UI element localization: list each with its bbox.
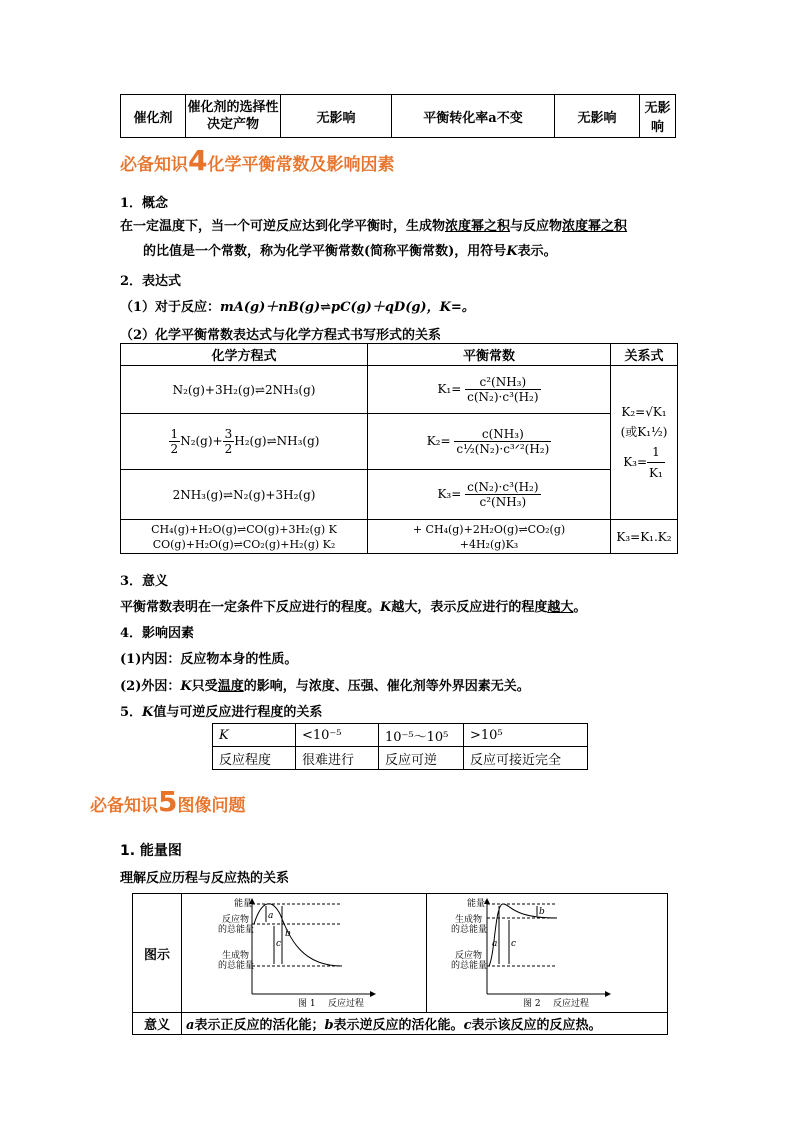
fraction-numerator: 3: [224, 427, 233, 441]
symbol: c: [463, 1018, 472, 1033]
catalyst-table: [120, 94, 676, 138]
underlined-text: 温度: [217, 679, 244, 694]
symbol: a: [186, 1018, 195, 1033]
expr-line-1: [120, 296, 475, 315]
section-prefix: 必备知识: [120, 155, 188, 175]
row-label: 图示: [143, 947, 170, 963]
constant-cell: [368, 520, 611, 554]
k-label: K₃=: [623, 455, 648, 469]
y-axis-label: 能量: [467, 899, 486, 909]
table-cell: 无影响: [640, 95, 676, 138]
section-title: 图像问题: [177, 796, 246, 816]
text: 值与可逆反应进行程度的关系: [153, 705, 323, 720]
underlined-text: 浓度幂之积: [445, 219, 511, 234]
kvalue-heading: [120, 701, 322, 720]
text: 表示逆反应的活化能。: [333, 1018, 464, 1033]
table-cell: 反应可逆: [379, 747, 464, 770]
concept-line-2: [143, 240, 557, 259]
table-cell: >10⁵: [464, 724, 588, 747]
label-line: 的总能量: [451, 925, 488, 935]
section-4-heading: [120, 144, 394, 177]
fraction-numerator: 1: [170, 427, 179, 441]
label-b: b: [285, 929, 291, 939]
section-number: 4: [188, 144, 208, 177]
table-cell: [182, 1013, 668, 1035]
text: 的影响，与浓度、压强、催化剂等外界因素无关。: [243, 679, 530, 694]
fraction-numerator: 1: [647, 442, 665, 463]
symbol: b: [324, 1018, 334, 1033]
label-a: a: [492, 939, 498, 949]
underlined-text: 浓度幂之积: [562, 219, 628, 234]
energy-diagram-1: [182, 894, 426, 1012]
y-axis-label: 能量: [234, 899, 253, 909]
label-c: c: [276, 939, 282, 949]
text: N₂(g)+: [180, 434, 223, 448]
fraction-numerator: c²(NH₃): [465, 375, 540, 390]
constant-cell: [368, 414, 611, 470]
text: 的比值是一个常数，称为化学平衡常数(简称平衡常数)，用符号: [143, 244, 507, 259]
section-title: 化学平衡常数及影响因素: [207, 155, 395, 175]
figure-caption: 图 1: [298, 999, 316, 1009]
text: 表示该反应的反应热。: [471, 1018, 602, 1033]
table-cell: 反应可接近完全: [464, 747, 588, 770]
text: 表示正反应的活化能；: [194, 1018, 325, 1033]
table-row: [213, 724, 588, 747]
label-line: 生成物: [455, 915, 483, 925]
text: + CH₄(g)+2H₂O(g)⇌CO₂(g): [412, 522, 566, 536]
table-cell: 10⁻⁵～10⁵: [379, 724, 464, 747]
relation-cell: K₃=K₁.K₂: [611, 520, 678, 554]
table-row: [213, 747, 588, 770]
table-row: [133, 1013, 668, 1035]
row-label: 意义: [143, 1018, 170, 1033]
table-cell: 无影响: [555, 95, 640, 138]
top-level-label: [451, 913, 487, 935]
k-label: K₁=: [437, 382, 462, 396]
energy-table: [132, 893, 668, 1035]
section-5-heading: [90, 785, 245, 818]
header-cell: 关系式: [611, 344, 678, 366]
label-c: c: [511, 939, 517, 949]
fraction-denominator: 2: [170, 442, 179, 456]
label-line: 反应物: [222, 915, 250, 925]
meaning-heading: 3．意义: [120, 574, 169, 589]
symbol-k: K: [380, 600, 392, 615]
table-row: [121, 366, 678, 414]
fraction-denominator: c½(N₂)·c³ᐟ²(H₂): [456, 442, 550, 456]
text: 越大，表示反应进行的程度: [391, 600, 548, 615]
energy-diagram-2: [427, 894, 667, 1012]
table-row: [121, 414, 678, 470]
text: CH₄(g)+H₂O(g)⇌CO(g)+3H₂(g) K: [151, 522, 337, 536]
table-cell: [133, 894, 182, 1013]
fraction-denominator: c²(NH₃): [479, 495, 527, 509]
text: (2)外因：: [120, 679, 181, 694]
text: 与反应物: [510, 219, 563, 234]
label-b: b: [539, 907, 545, 917]
text: 只受: [191, 679, 218, 694]
table-cell: 催化剂: [121, 95, 186, 138]
text: 平衡常数表明在一定条件下反应进行的程度。: [120, 600, 381, 615]
x-axis-label: 反应过程: [328, 999, 365, 1009]
constant-cell: [368, 366, 611, 414]
underlined-text: 越大: [547, 600, 574, 615]
text: 在一定温度下，当一个可逆反应达到化学平衡时，生成物: [120, 219, 446, 234]
table-row: [133, 894, 668, 1013]
table-cell: 无影响: [281, 95, 392, 138]
symbol-k: K: [180, 679, 192, 694]
table-row: [121, 520, 678, 554]
concept-line-1: [120, 215, 627, 234]
table-cell: 平衡转化率a不变: [392, 95, 555, 138]
x-axis-label: 反应过程: [553, 999, 590, 1009]
bottom-level-label: [218, 949, 254, 971]
symbol-k: K: [219, 727, 229, 743]
k-label: K₂=: [426, 434, 451, 448]
factors-heading: 4．影响因素: [120, 626, 195, 641]
text: 。: [573, 600, 587, 615]
symbol-k: K: [506, 244, 518, 259]
label-line: 生成物: [222, 951, 250, 961]
bottom-level-label: [451, 949, 487, 971]
top-level-label: [218, 913, 254, 935]
figure-cell: [182, 894, 427, 1013]
symbol-k: K: [142, 705, 154, 720]
header-cell: 化学方程式: [121, 344, 368, 366]
text: （1）对于反应：: [120, 300, 221, 315]
equilibrium-table: [120, 343, 678, 554]
section-number: 5: [158, 785, 178, 818]
fraction-numerator: c(N₂)·c³(H₂): [467, 480, 539, 494]
table-cell: 催化剂的选择性决定产物: [186, 95, 281, 138]
text: 5．: [120, 705, 143, 720]
meaning-line: [120, 596, 586, 615]
concept-heading: 1．概念: [120, 196, 169, 211]
k-value-table: [212, 723, 588, 770]
figure-caption: 图 2: [523, 999, 541, 1009]
equation-cell: [121, 414, 368, 470]
label-line: 的总能量: [218, 925, 255, 935]
header-cell: 平衡常数: [368, 344, 611, 366]
equation-cell: [121, 520, 368, 554]
text: 表示。: [517, 244, 557, 259]
table-row: [121, 470, 678, 520]
reaction-equation: mA(g)＋nB(g)⇌pC(g)＋qD(g)，K=。: [220, 300, 475, 315]
table-cell: [133, 1013, 182, 1035]
table-row: [121, 95, 676, 138]
label-line: 的总能量: [218, 961, 255, 971]
relation-k2: K₂=√K₁: [621, 405, 667, 419]
energy-heading: 1. 能量图: [120, 843, 182, 859]
factors-line-2: [120, 675, 530, 694]
equation-cell: 2NH₃(g)⇌N₂(g)+3H₂(g): [121, 470, 368, 520]
relation-k2-alt: (或K₁½): [620, 425, 668, 439]
fraction-numerator: c(NH₃): [454, 427, 551, 442]
section-prefix: 必备知识: [90, 796, 158, 816]
fraction-denominator: 2: [224, 442, 233, 456]
figure-cell: [427, 894, 668, 1013]
relation-cell: [611, 366, 678, 520]
fraction-denominator: K₁: [649, 466, 663, 480]
label-line: 反应物: [455, 951, 483, 961]
k-label: K₃=: [437, 487, 462, 501]
relation-k3: [612, 442, 676, 483]
table-cell: <10⁻⁵: [296, 724, 379, 747]
table-cell: 很难进行: [296, 747, 379, 770]
text: CO(g)+H₂O(g)⇌CO₂(g)+H₂(g) K₂: [152, 537, 336, 551]
expr-heading: 2．表达式: [120, 274, 182, 289]
table-header-row: [121, 344, 678, 366]
label-line: 的总能量: [451, 961, 488, 971]
table-cell: [213, 724, 296, 747]
label-a: a: [268, 911, 274, 921]
energy-subheading: 理解反应历程与反应热的关系: [120, 871, 290, 886]
text: H₂(g)⇌NH₃(g): [234, 434, 320, 448]
fraction-denominator: c(N₂)·c³(H₂): [467, 390, 539, 404]
table-cell: 反应程度: [213, 747, 296, 770]
expr-line-2: （2）化学平衡常数表达式与化学方程式书写形式的关系: [120, 328, 442, 343]
factors-line-1: (1)内因：反应物本身的性质。: [120, 652, 298, 667]
equation-cell: N₂(g)+3H₂(g)⇌2NH₃(g): [121, 366, 368, 414]
text: +4H₂(g)K₃: [459, 537, 519, 551]
constant-cell: [368, 470, 611, 520]
